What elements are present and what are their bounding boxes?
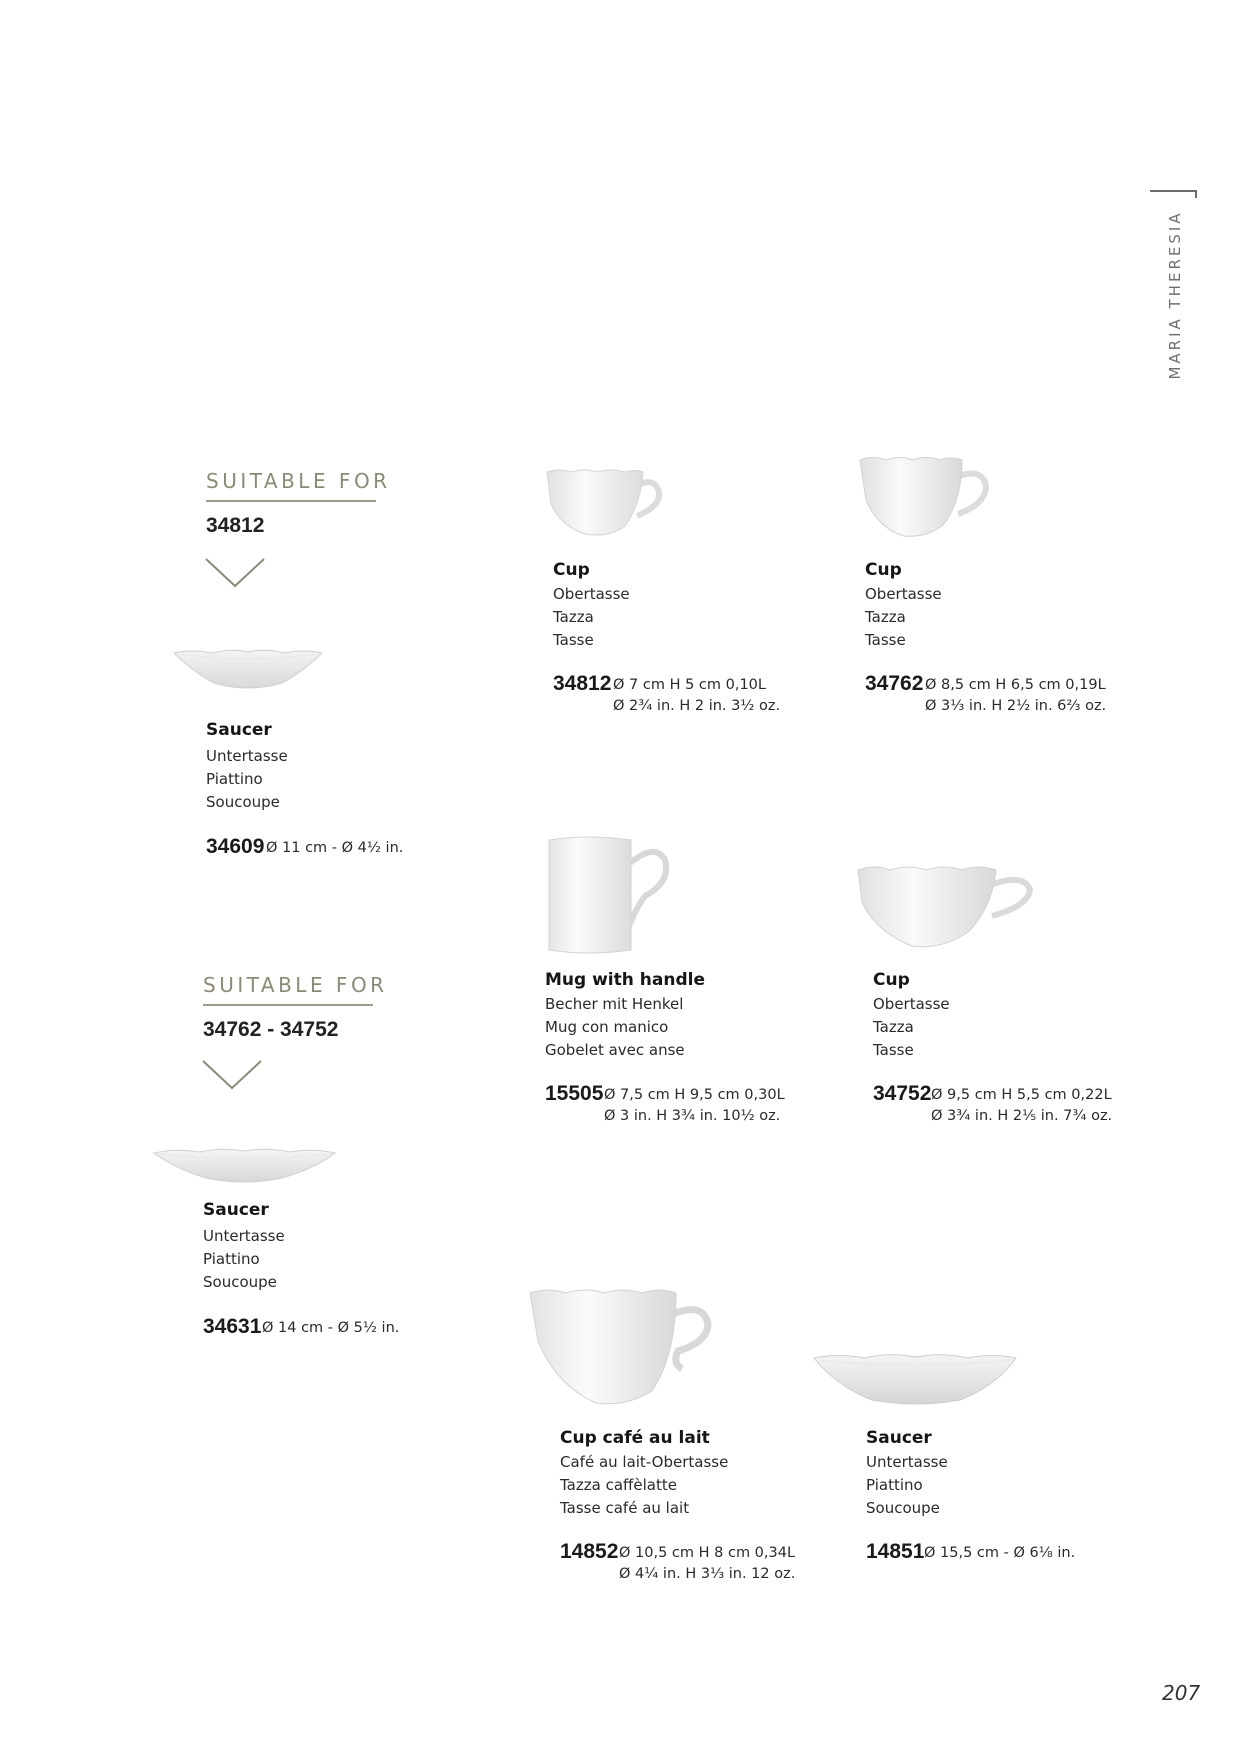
product-name: Cup bbox=[865, 560, 902, 580]
translation-it: Tazza bbox=[553, 608, 594, 626]
translation-fr: Soucoupe bbox=[866, 1499, 940, 1517]
translation-de: Obertasse bbox=[865, 585, 942, 603]
product-spec-imperial: Ø 4¼ in. H 3⅓ in. 12 oz. bbox=[619, 1566, 796, 1582]
translation-de: Untertasse bbox=[206, 747, 288, 765]
cup-image bbox=[858, 454, 990, 540]
saucer-image bbox=[172, 645, 324, 695]
translation-it: Piattino bbox=[866, 1476, 923, 1494]
translation-de: Café au lait-Obertasse bbox=[560, 1453, 729, 1471]
product-spec-metric: Ø 9,5 cm H 5,5 cm 0,22L bbox=[931, 1087, 1112, 1103]
product-name: Cup café au lait bbox=[560, 1428, 710, 1448]
product-code: 14852 bbox=[560, 1540, 619, 1563]
product-translations bbox=[553, 583, 630, 652]
product-translations bbox=[203, 1225, 285, 1294]
translation-de: Obertasse bbox=[553, 585, 630, 603]
translation-fr: Tasse bbox=[553, 631, 594, 649]
product-spec: Ø 15,5 cm - Ø 6⅛ in. bbox=[924, 1545, 1076, 1561]
mug-image bbox=[545, 834, 675, 954]
product-name: Cup bbox=[873, 970, 910, 990]
cup-image bbox=[545, 466, 665, 538]
product-code: 34609 bbox=[206, 835, 265, 858]
cafe-au-lait-cup-image bbox=[526, 1285, 716, 1407]
product-code: 34631 bbox=[203, 1315, 262, 1338]
product-spec: Ø 14 cm - Ø 5½ in. bbox=[262, 1320, 400, 1336]
translation-fr: Soucoupe bbox=[206, 793, 280, 811]
product-name: Saucer bbox=[203, 1200, 269, 1220]
saucer-image bbox=[152, 1145, 337, 1187]
translation-fr: Gobelet avec anse bbox=[545, 1041, 685, 1059]
product-name: Saucer bbox=[206, 720, 272, 740]
translation-it: Piattino bbox=[203, 1250, 260, 1268]
translation-fr: Soucoupe bbox=[203, 1273, 277, 1291]
side-tab-rule bbox=[1150, 190, 1197, 192]
product-code: 34762 bbox=[865, 672, 924, 695]
product-code: 34812 bbox=[553, 672, 612, 695]
product-spec-metric: Ø 7,5 cm H 9,5 cm 0,30L bbox=[604, 1087, 785, 1103]
suitable-for-heading: SUITABLE FOR bbox=[203, 973, 388, 997]
chevron-down-icon bbox=[204, 556, 266, 590]
suitable-for-heading: SUITABLE FOR bbox=[206, 469, 391, 493]
product-name: Mug with handle bbox=[545, 970, 705, 990]
product-translations bbox=[560, 1451, 728, 1520]
product-code: 15505 bbox=[545, 1082, 604, 1105]
product-name: Cup bbox=[553, 560, 590, 580]
translation-fr: Tasse bbox=[865, 631, 906, 649]
translation-it: Tazza bbox=[865, 608, 906, 626]
suitable-for-numbers: 34812 bbox=[206, 514, 265, 537]
product-spec-metric: Ø 8,5 cm H 6,5 cm 0,19L bbox=[925, 677, 1106, 693]
translation-fr: Tasse bbox=[873, 1041, 914, 1059]
product-translations bbox=[873, 993, 950, 1062]
page-number: 207 bbox=[1162, 1681, 1201, 1705]
product-translations bbox=[206, 745, 288, 814]
product-code: 34752 bbox=[873, 1082, 932, 1105]
product-name: Saucer bbox=[866, 1428, 932, 1448]
translation-it: Tazza bbox=[873, 1018, 914, 1036]
suitable-for-rule bbox=[206, 500, 376, 502]
translation-it: Mug con manico bbox=[545, 1018, 669, 1036]
product-spec-imperial: Ø 2¾ in. H 2 in. 3½ oz. bbox=[613, 698, 781, 714]
translation-de: Untertasse bbox=[203, 1227, 285, 1245]
suitable-for-rule bbox=[203, 1004, 373, 1006]
product-translations bbox=[866, 1451, 948, 1520]
cup-image bbox=[856, 862, 1036, 952]
product-spec-metric: Ø 7 cm H 5 cm 0,10L bbox=[613, 677, 766, 693]
product-spec-imperial: Ø 3¾ in. H 2⅕ in. 7¾ oz. bbox=[931, 1108, 1113, 1124]
product-translations bbox=[865, 583, 942, 652]
translation-it: Piattino bbox=[206, 770, 263, 788]
product-spec-imperial: Ø 3⅓ in. H 2½ in. 6⅔ oz. bbox=[925, 698, 1107, 714]
translation-de: Obertasse bbox=[873, 995, 950, 1013]
translation-de: Becher mit Henkel bbox=[545, 995, 684, 1013]
product-spec-metric: Ø 10,5 cm H 8 cm 0,34L bbox=[619, 1545, 796, 1561]
chevron-down-icon bbox=[201, 1058, 263, 1092]
saucer-image bbox=[812, 1350, 1018, 1408]
translation-it: Tazza caffèlatte bbox=[560, 1476, 677, 1494]
suitable-for-numbers: 34762 - 34752 bbox=[203, 1018, 339, 1041]
product-spec: Ø 11 cm - Ø 4½ in. bbox=[266, 840, 404, 856]
translation-de: Untertasse bbox=[866, 1453, 948, 1471]
side-tab-rule-tick bbox=[1195, 190, 1197, 198]
product-spec-imperial: Ø 3 in. H 3¾ in. 10½ oz. bbox=[604, 1108, 781, 1124]
side-tab-label: MARIA THERESIA bbox=[1166, 210, 1184, 380]
translation-fr: Tasse café au lait bbox=[560, 1499, 690, 1517]
product-code: 14851 bbox=[866, 1540, 925, 1563]
product-translations bbox=[545, 993, 685, 1062]
